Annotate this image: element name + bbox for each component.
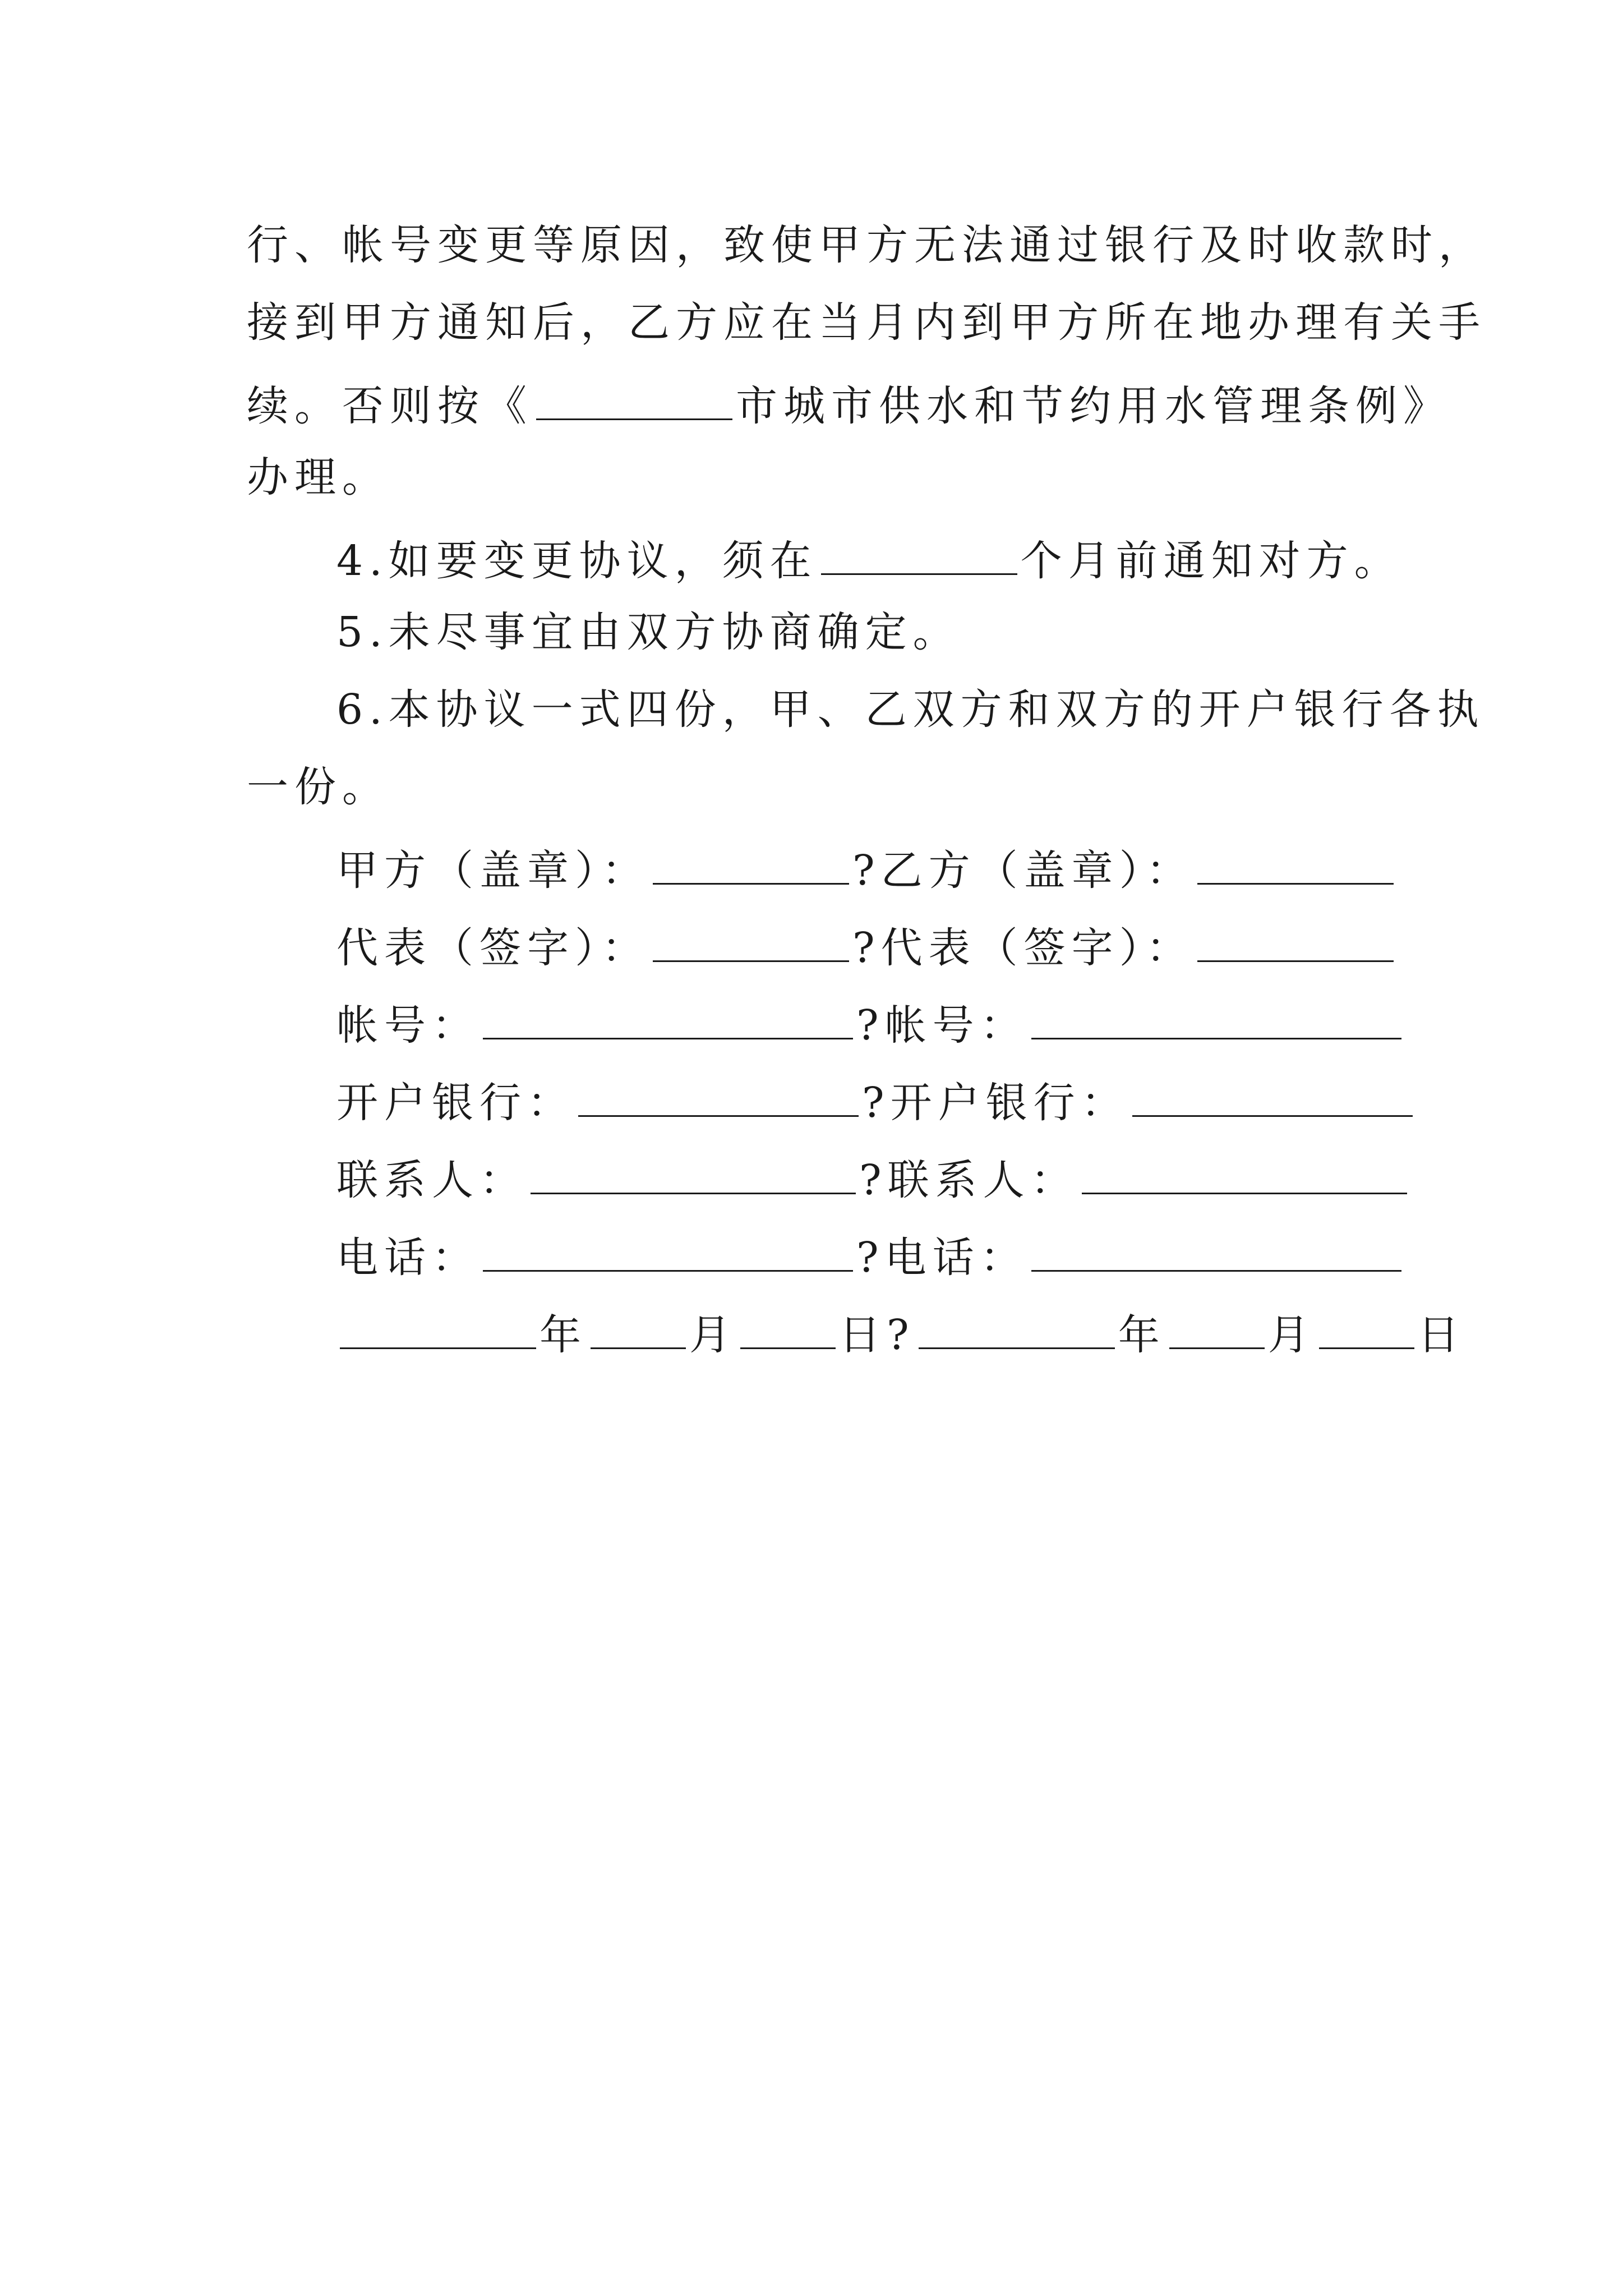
- month-b-label: 月: [1267, 1311, 1316, 1359]
- account-b-blank[interactable]: [1031, 999, 1401, 1039]
- regulation-prefix: 续。否则按《: [247, 382, 533, 430]
- year-b-label: 年: [1118, 1311, 1166, 1359]
- clause-5: 5.未尽事宜由双方协商确定。: [336, 608, 961, 656]
- clause-6-line-1: 6.本协议一式四份，甲、乙双方和双方的开户银行各执: [336, 685, 1485, 734]
- clause-6-line-2: 一份。: [247, 763, 390, 811]
- party-b-seal-blank[interactable]: [1197, 844, 1394, 885]
- year-b-blank[interactable]: [919, 1308, 1115, 1349]
- phone-row: [336, 1231, 1405, 1281]
- rep-a-label: 代表（签字）：: [336, 924, 649, 972]
- contact-a-blank[interactable]: [531, 1153, 856, 1194]
- phone-a-blank[interactable]: [483, 1231, 853, 1272]
- party-a-seal-blank[interactable]: [653, 844, 849, 885]
- clause-4-suffix: 个月前通知对方。: [1020, 537, 1402, 585]
- day-b-blank[interactable]: [1319, 1308, 1414, 1349]
- party-b-seal-label: ?乙方（盖章）：: [852, 846, 1194, 895]
- account-b-label: ?帐号：: [856, 1001, 1028, 1050]
- year-a-label: 年: [540, 1311, 587, 1359]
- day-b-label: 日: [1417, 1311, 1465, 1359]
- phone-b-label: ?电话：: [856, 1234, 1028, 1282]
- month-a-label: 月: [689, 1311, 737, 1359]
- paragraph-line-4: 办理。: [247, 453, 390, 501]
- bank-b-label: ?开户银行：: [862, 1079, 1129, 1127]
- bank-a-label: 开户银行：: [336, 1079, 575, 1127]
- rep-b-blank[interactable]: [1197, 921, 1394, 962]
- contact-row: [336, 1153, 1410, 1204]
- bank-a-blank[interactable]: [578, 1076, 859, 1117]
- contact-a-label: 联系人：: [336, 1156, 527, 1204]
- day-a-label: 日?: [839, 1311, 915, 1359]
- account-a-label: 帐号：: [336, 1001, 479, 1050]
- month-a-blank[interactable]: [591, 1308, 686, 1349]
- month-b-blank[interactable]: [1169, 1308, 1265, 1349]
- paragraph-line-2: 接到甲方通知后，乙方应在当月内到甲方所在地办理有关手: [247, 298, 1486, 347]
- day-a-blank[interactable]: [740, 1308, 836, 1349]
- date-row: [336, 1308, 1465, 1359]
- account-a-blank[interactable]: [483, 999, 853, 1039]
- phone-b-blank[interactable]: [1031, 1231, 1401, 1272]
- bank-b-blank[interactable]: [1132, 1076, 1413, 1117]
- regulation-suffix: 市城市供水和节约用水管理条例》: [736, 382, 1451, 430]
- representative-row: [336, 921, 1397, 972]
- paragraph-line-1: 行、帐号变更等原因，致使甲方无法通过银行及时收款时，: [247, 221, 1486, 269]
- city-name-blank[interactable]: [536, 379, 732, 420]
- paragraph-line-3: [247, 379, 1451, 430]
- phone-a-label: 电话：: [336, 1234, 479, 1282]
- account-row: [336, 999, 1405, 1049]
- notice-months-blank[interactable]: [821, 534, 1017, 575]
- contact-b-label: ?联系人：: [859, 1156, 1078, 1204]
- clause-4-prefix: 4.如要变更协议，须在: [336, 537, 818, 585]
- contact-b-blank[interactable]: [1082, 1153, 1407, 1194]
- year-a-blank[interactable]: [340, 1308, 536, 1349]
- bank-row: [336, 1076, 1416, 1126]
- rep-a-blank[interactable]: [653, 921, 849, 962]
- seal-row: [336, 844, 1397, 894]
- party-a-seal-label: 甲方（盖章）：: [336, 846, 649, 895]
- rep-b-label: ?代表（签字）：: [852, 924, 1194, 972]
- clause-4: [336, 534, 1402, 585]
